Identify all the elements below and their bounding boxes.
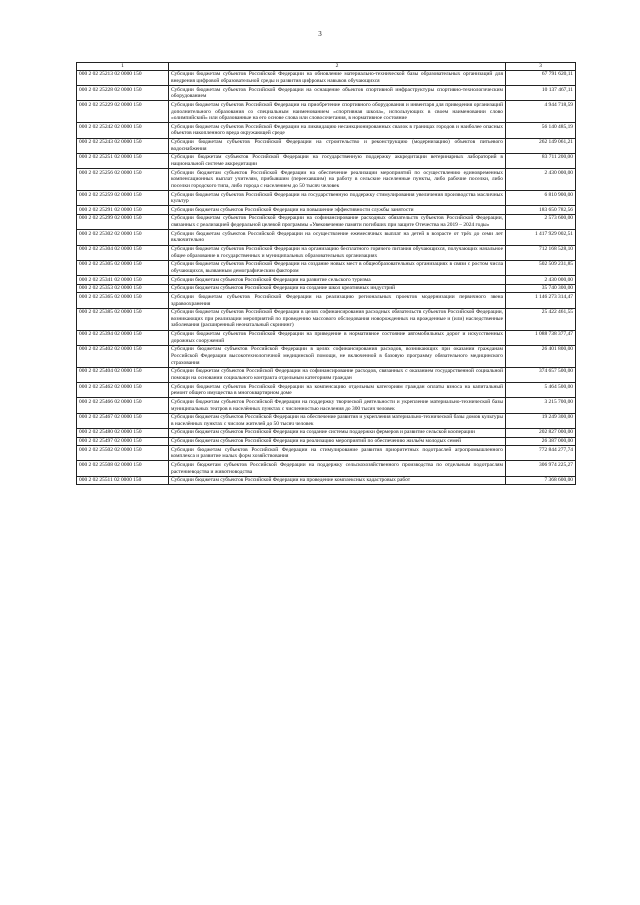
row-amount: 5 464 500,00 [506, 383, 576, 398]
table-row [77, 276, 576, 285]
row-code: 000 2 02 25304 02 0000 150 [77, 245, 169, 260]
row-amount: 2 430 000,00 [506, 169, 576, 191]
row-amount: 1 417 929 002,51 [506, 230, 576, 245]
row-name: Субсидии бюджетам субъектов Российской Федерации на обновление материально-технической базы образовательных организаций для внедрения цифровой образовательной среды и развития цифровых навыков обучающихся [169, 70, 506, 85]
table-row [77, 260, 576, 275]
table-row [77, 398, 576, 413]
row-amount: 306 974 225,27 [506, 461, 576, 476]
row-amount: 262 149 061,21 [506, 138, 576, 153]
row-code: 000 2 02 25466 02 0000 150 [77, 398, 169, 413]
table-header-row [77, 63, 576, 71]
row-name: Субсидии бюджетам субъектов Российской Федерации на приведение в нормативное состояние автомобильных дорог и искусственных дорожных сооружений [169, 330, 506, 345]
row-amount: 1 088 738 377,47 [506, 330, 576, 345]
row-code: 000 2 02 25365 02 0000 150 [77, 293, 169, 308]
table-row [77, 101, 576, 123]
row-name: Субсидии бюджетам субъектов Российской Федерации на поддержку творческой деятельности и укрепление материально-технической базы муниципальных театров в населённых пунктах с численностью населения до 300 тысяч человек [169, 398, 506, 413]
row-name: Субсидии бюджетам субъектов Российской Федерации на повышение эффективности службы занятости [169, 206, 506, 215]
row-name: Субсидии бюджетам субъектов Российской Федерации на организацию бесплатного горячего питания обучающихся, получающих начальное общее образование в государственных и муниципальных образовательных организациях [169, 245, 506, 260]
row-name: Субсидии бюджетам субъектов Российской Федерации на проведение комплексных кадастровых работ [169, 476, 506, 485]
row-amount: 202 827 000,00 [506, 428, 576, 437]
row-name: Субсидии бюджетам субъектов Российской Федерации на создание школ креативных индустрий [169, 284, 506, 293]
table-row [77, 123, 576, 138]
row-name: Субсидии бюджетам субъектов Российской Федерации на софинансирование расходных обязательств субъектов Российской Федерации, связанных с реализацией федеральной целевой программы «Увековечение памяти погибших при защите Отечества на 2019 – 2024 годы» [169, 214, 506, 229]
row-code: 000 2 02 25213 02 0000 150 [77, 70, 169, 85]
row-name: Субсидии бюджетам субъектов Российской Федерации на государственную поддержку стимулирования увеличения производства масличных культур [169, 191, 506, 206]
row-amount: 26 387 000,00 [506, 437, 576, 446]
row-code: 000 2 02 25256 02 0000 150 [77, 169, 169, 191]
row-code: 000 2 02 25404 02 0000 150 [77, 367, 169, 382]
row-amount: 26 401 800,00 [506, 345, 576, 367]
row-code: 000 2 02 25480 02 0000 150 [77, 428, 169, 437]
row-code: 000 2 02 25243 02 0000 150 [77, 138, 169, 153]
table-row [77, 206, 576, 215]
row-amount: 2 430 000,00 [506, 276, 576, 285]
row-amount: 35 740 300,00 [506, 284, 576, 293]
row-code: 000 2 02 25302 02 0000 150 [77, 230, 169, 245]
table-row [77, 191, 576, 206]
row-code: 000 2 02 25508 02 0000 150 [77, 461, 169, 476]
row-amount: 183 650 782,56 [506, 206, 576, 215]
table-row [77, 245, 576, 260]
row-amount: 712 168 528,10 [506, 245, 576, 260]
row-code: 000 2 02 25394 02 0000 150 [77, 330, 169, 345]
row-code: 000 2 02 25502 02 0000 150 [77, 446, 169, 461]
row-amount: 2 573 600,00 [506, 214, 576, 229]
table-row [77, 230, 576, 245]
row-name: Субсидии бюджетам субъектов Российской Федерации на обеспечение реализации мероприятий по осуществлению единовременных компенсационных выплат учителям, прибывшим (переехавшим) на работу в сельские населенные пункты, либо рабочие поселки, либо поселки городского типа, либо города с населением до 50 тысяч человек [169, 169, 506, 191]
row-name: Субсидии бюджетам субъектов Российской Федерации на компенсацию отдельным категориям граждан оплаты взноса на капитальный ремонт общего имущества в многоквартирном доме [169, 383, 506, 398]
row-code: 000 2 02 25402 02 0000 150 [77, 345, 169, 367]
row-name: Субсидии бюджетам субъектов Российской Федерации на реализацию региональных проектов модернизации первичного звена здравоохранения [169, 293, 506, 308]
table-row [77, 308, 576, 330]
table-row [77, 446, 576, 461]
table-row [77, 413, 576, 428]
row-amount: 502 509 231,85 [506, 260, 576, 275]
row-amount: 67 791 620,11 [506, 70, 576, 85]
row-amount: 1 146 273 314,47 [506, 293, 576, 308]
row-code: 000 2 02 25242 02 0000 150 [77, 123, 169, 138]
row-name: Субсидии бюджетам субъектов Российской Федерации на ликвидацию несанкционированных свалок в границах городов и наиболее опасных объектов накопленного вреда окружающей среде [169, 123, 506, 138]
row-name: Субсидии бюджетам субъектов Российской Федерации на создание системы поддержки фермеров и развитие сельской кооперации [169, 428, 506, 437]
table-body [77, 70, 576, 485]
table-row [77, 383, 576, 398]
table-row [77, 86, 576, 101]
row-code: 000 2 02 25229 02 0000 150 [77, 101, 169, 123]
table-row [77, 284, 576, 293]
row-name: Субсидии бюджетам субъектов Российской Федерации на поддержку сельскохозяйственного производства по отдельным подотраслям растениеводства и животноводства [169, 461, 506, 476]
table-row [77, 428, 576, 437]
table-row [77, 138, 576, 153]
row-code: 000 2 02 25385 02 0000 150 [77, 308, 169, 330]
budget-table [76, 62, 576, 485]
table-row [77, 153, 576, 168]
row-name: Субсидии бюджетам субъектов Российской Федерации на стимулирование развития приоритетных подотраслей агропромышленного комплекса и развитие малых форм хозяйствования [169, 446, 506, 461]
row-name: Субсидии бюджетам субъектов Российской Федерации на обеспечение развития и укрепления материально-технической базы домов культуры в населённых пунктах с числом жителей до 50 тысяч человек [169, 413, 506, 428]
row-amount: 7 368 600,00 [506, 476, 576, 485]
row-name: Субсидии бюджетам субъектов Российской Федерации на создание новых мест в общеобразовательных организациях в связи с ростом числа обучающихся, вызванным демографическим фактором [169, 260, 506, 275]
row-name: Субсидии бюджетам субъектов Российской Федерации на осуществление ежемесячных выплат на детей в возрасте от трёх до семи лет включительно [169, 230, 506, 245]
table-row [77, 293, 576, 308]
row-amount: 10 137 467,11 [506, 86, 576, 101]
header-name: 2 [169, 63, 506, 71]
row-amount: 3 215 700,00 [506, 398, 576, 413]
row-code: 000 2 02 25305 02 0000 150 [77, 260, 169, 275]
row-amount: 374 657 500,00 [506, 367, 576, 382]
row-code: 000 2 02 25462 02 0000 150 [77, 383, 169, 398]
row-name: Субсидии бюджетам субъектов Российской Федерации в целях софинансирования расходных обязательств субъектов Российской Федерации, возникающих при реализации мероприятий по проведению массового обследования новорожденных на врожденные и (или) наследственные заболевания (расширенный неонатальный скрининг) [169, 308, 506, 330]
table-row [77, 330, 576, 345]
row-amount: 19 249 300,00 [506, 413, 576, 428]
row-amount: 25 422 461,55 [506, 308, 576, 330]
table-row [77, 70, 576, 85]
row-amount: 772 844 277,74 [506, 446, 576, 461]
table-row [77, 461, 576, 476]
row-code: 000 2 02 25259 02 0000 150 [77, 191, 169, 206]
row-name: Субсидии бюджетам субъектов Российской Федерации на строительство и реконструкцию (модернизацию) объектов питьевого водоснабжения [169, 138, 506, 153]
table-row [77, 367, 576, 382]
row-name: Субсидии бюджетам субъектов Российской Федерации на развитие сельского туризма [169, 276, 506, 285]
header-amount: 3 [506, 63, 576, 71]
row-code: 000 2 02 25511 02 0000 150 [77, 476, 169, 485]
table-row [77, 437, 576, 446]
page-number: 3 [318, 30, 322, 38]
row-amount: 56 140 485,19 [506, 123, 576, 138]
row-code: 000 2 02 25467 02 0000 150 [77, 413, 169, 428]
row-name: Субсидии бюджетам субъектов Российской Федерации в целях софинансирования расходов, возникающих при оказании гражданам Российской Федерации высокотехнологичной медицинской помощи, не включенной в базовую программу обязательного медицинского страхования [169, 345, 506, 367]
row-code: 000 2 02 25251 02 0000 150 [77, 153, 169, 168]
table-row [77, 345, 576, 367]
row-name: Субсидии бюджетам субъектов Российской Федерации на государственную поддержку аккредитации ветеринарных лабораторий в национальной системе аккредитации [169, 153, 506, 168]
row-code: 000 2 02 25299 02 0000 150 [77, 214, 169, 229]
row-code: 000 2 02 25341 02 0000 150 [77, 276, 169, 285]
table-row [77, 214, 576, 229]
table-row [77, 476, 576, 485]
row-name: Субсидии бюджетам субъектов Российской Федерации на приобретение спортивного оборудования и инвентаря для приведения организаций дополнительного образования со специальным наименованием «спортивная школа», использующих в своем наименовании слово «олимпийский» или образованные на его основе слова или словосочетания, в нормативное состояние [169, 101, 506, 123]
row-name: Субсидии бюджетам субъектов Российской Федерации на софинансирование расходов, связанных с оказанием государственной социальной помощи на основании социального контракта отдельным категориям граждан [169, 367, 506, 382]
row-code: 000 2 02 25353 02 0000 150 [77, 284, 169, 293]
row-name: Субсидии бюджетам субъектов Российской Федерации на реализацию мероприятий по обеспечению жильём молодых семей [169, 437, 506, 446]
row-name: Субсидии бюджетам субъектов Российской Федерации на оснащение объектов спортивной инфраструктуры спортивно-технологическим оборудованием [169, 86, 506, 101]
header-code: 1 [77, 63, 169, 71]
row-code: 000 2 02 25228 02 0000 150 [77, 86, 169, 101]
row-code: 000 2 02 25497 02 0000 150 [77, 437, 169, 446]
row-amount: 83 711 200,00 [506, 153, 576, 168]
row-amount: 6 810 900,00 [506, 191, 576, 206]
row-code: 000 2 02 25291 02 0000 150 [77, 206, 169, 215]
row-amount: 4 944 718,59 [506, 101, 576, 123]
table-row [77, 169, 576, 191]
